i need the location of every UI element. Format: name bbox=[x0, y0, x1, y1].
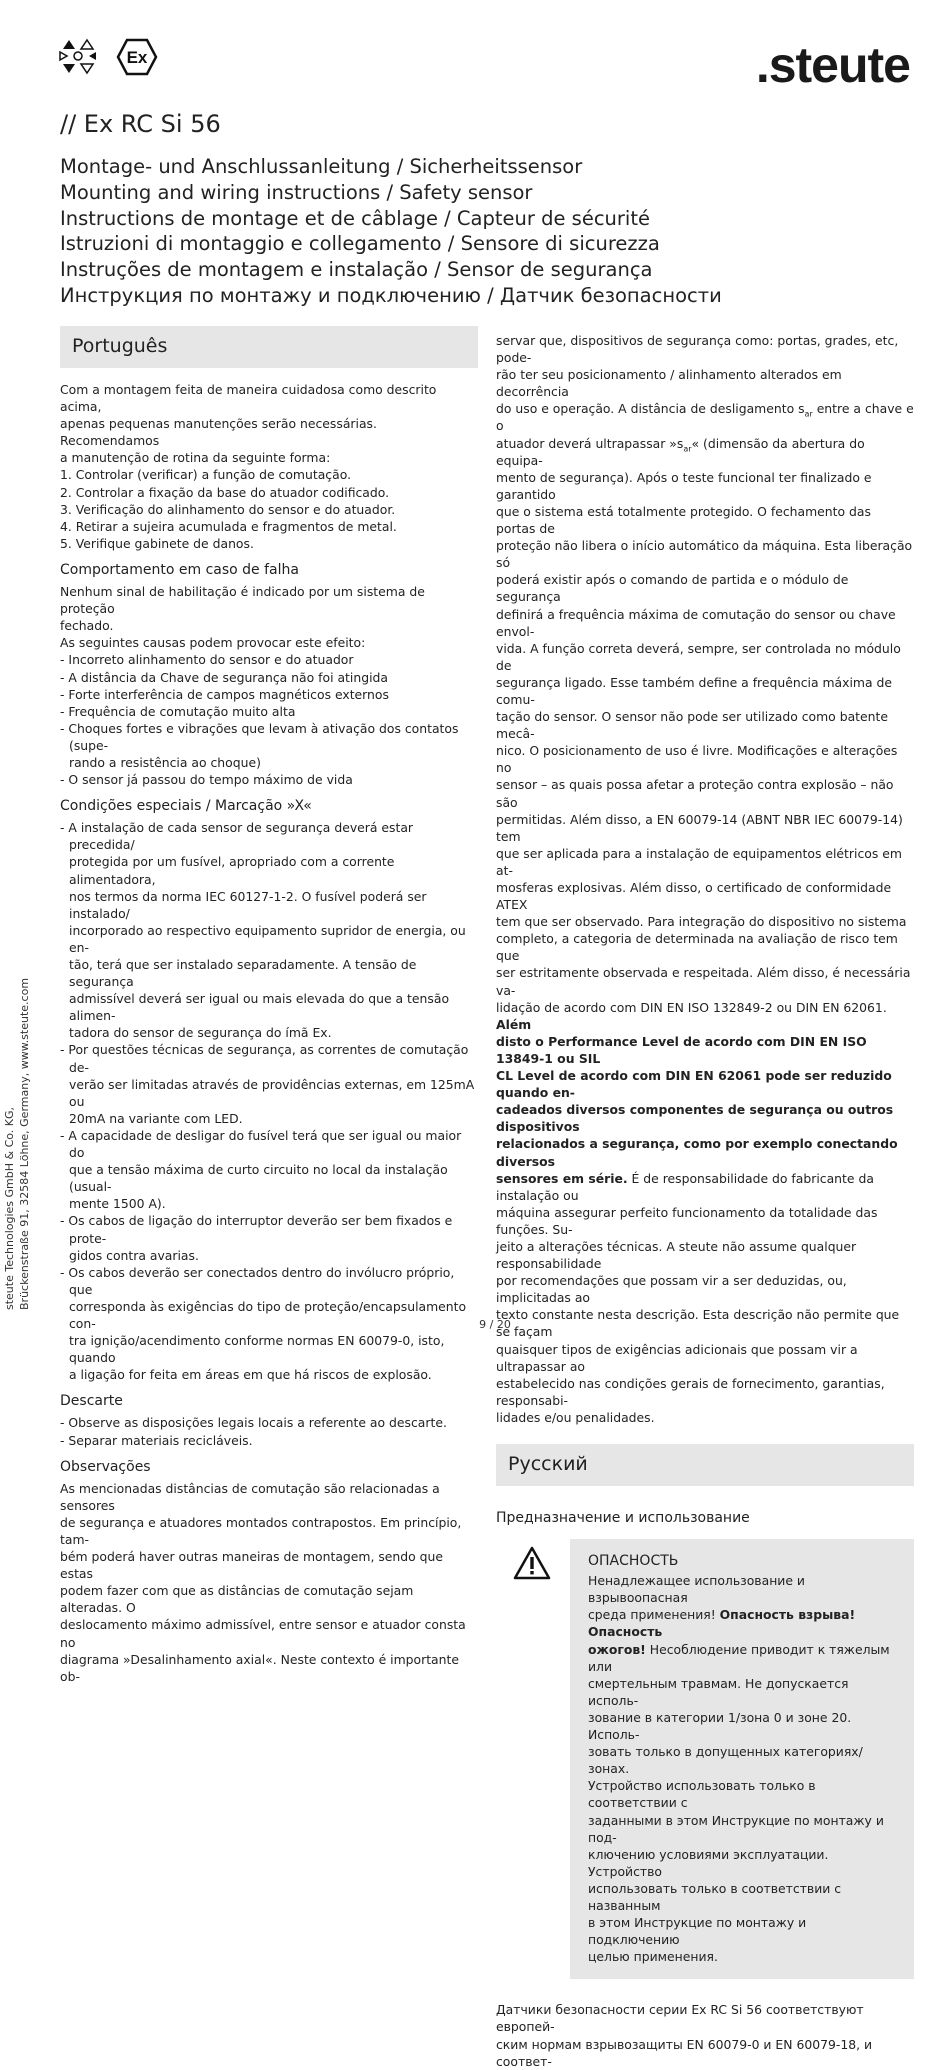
notes-text: As mencionadas distâncias de comutação são relacionadas a sensores bbox=[60, 1480, 440, 1513]
title-en: Mounting and wiring instructions / Safety sensor bbox=[60, 180, 533, 204]
notes-continued: tação do sensor. O sensor não pode ser utilizado como batente mecâ- bbox=[496, 709, 888, 742]
fault-item: - Incorreto alinhamento do sensor e do atuador bbox=[60, 652, 354, 668]
disposal-heading: Descarte bbox=[60, 1393, 123, 1410]
fault-text: As seguintes causas podem provocar este efeito: bbox=[60, 635, 366, 651]
fault-item: - Choques fortes e vibrações que levam à ativação dos contatos (supe- rando a resistência ao choque) bbox=[60, 720, 459, 770]
product-title: // Ex RC Si 56 bbox=[60, 110, 221, 138]
title-ru: Инструкция по монтажу и подключению / Датчик безопасности bbox=[60, 283, 722, 307]
svg-text:Ex: Ex bbox=[126, 48, 148, 67]
right-column bbox=[496, 332, 914, 2070]
maintenance-step: 1. Controlar (verificar) a função de comutação. bbox=[60, 467, 352, 483]
notes-text: bém poderá haver outras maneiras de montagem, sendo que estas bbox=[60, 1549, 444, 1582]
notes-text: diagrama »Desalinhamento axial«. Neste contexto é importante ob- bbox=[60, 1651, 459, 1684]
notes-heading: Observações bbox=[60, 1458, 151, 1475]
special-item: - A instalação de cada sensor de segurança deverá estar precedida/ protegida por um fusível, apropriado com a corrente alimentadora, nos termos da norma IEC 60127-1-2. O fusível poderá ser instalado/ incorporado ao respectivo equipamento supridor de energia, ou en- tão, terá que ser instalado separadamente. A tensão de segurança admissível deverá ser igual ou mais elevada do que a tensão alimen- tadora do sensor de segurança do ímã Ex. bbox=[60, 820, 466, 1041]
danger-text: использовать только в соответствии с названным bbox=[588, 1880, 842, 1913]
title-pt: Instruções de montagem e instalação / Sensor de segurança bbox=[60, 258, 653, 282]
title-it: Istruzioni di montaggio e collegamento / Sensore di sicurezza bbox=[60, 232, 660, 256]
fault-item: - Forte interferência de campos magnéticos externos bbox=[60, 686, 389, 702]
danger-text: Ненадлежащее использование и взрывоопасная bbox=[588, 1573, 805, 1606]
notes-continued: sensor – as quais possa afetar a proteção contra explosão – não são bbox=[496, 777, 894, 810]
notes-continued: completo, a categoria de determinada na avaliação de risco tem que bbox=[496, 931, 898, 964]
notes-continued: por recomendações que possam vir a ser deduzidas, ou, implicitadas ao bbox=[496, 1273, 847, 1306]
fault-item: - A distância da Chave de segurança não foi atingida bbox=[60, 669, 388, 685]
danger-notice bbox=[496, 1539, 914, 1979]
brand-logo: .steute bbox=[755, 37, 910, 93]
warning-triangle-icon bbox=[512, 1545, 552, 1581]
left-column bbox=[60, 326, 478, 1685]
company-name: steute Technologies GmbH & Co. KG, bbox=[3, 1106, 16, 1310]
disposal-item: - Separar materiais recicláveis. bbox=[60, 1432, 253, 1448]
maintenance-step: 4. Retirar a sujeira acumulada e fragmentos de metal. bbox=[60, 518, 397, 534]
danger-text: ожогов! Несоблюдение приводит к тяжелым или bbox=[588, 1641, 890, 1674]
company-address-sidebar bbox=[2, 978, 32, 1310]
danger-text: зовать только в допущенных категориях/зонах. bbox=[588, 1744, 863, 1777]
special-item: - Os cabos de ligação do interruptor deverão ser bem fixados e prote- gidos contra avarias. bbox=[60, 1213, 453, 1263]
fault-text: fechado. bbox=[60, 618, 114, 634]
notes-continued: que o sistema está totalmente protegido. O fechamento das portas de bbox=[496, 503, 871, 537]
danger-text: зование в категории 1/зона 0 и зоне 20. Исполь- bbox=[588, 1709, 852, 1743]
document-titles bbox=[60, 154, 722, 309]
notes-continued: nico. O posicionamento de uso é livre. Modificações e alterações no bbox=[496, 743, 898, 776]
notes-continued: segurança ligado. Esse também define a frequência máxima de comu- bbox=[496, 674, 893, 707]
notes-continued: vida. A função correta deverá, sempre, ser controlada no módulo de bbox=[496, 640, 901, 673]
notes-bold: CL Level de acordo com DIN EN 62061 pode ser reduzido quando en- bbox=[496, 1068, 892, 1101]
intro-text: Датчики безопасности серии Ex RC Si 56 соответствуют европей- bbox=[496, 2002, 864, 2035]
notes-continued: tem que ser observado. Para integração do dispositivo no sistema bbox=[496, 914, 907, 930]
purpose-heading: Предназначение и использование bbox=[496, 1510, 750, 1526]
notes-continued: permitidas. Além disso, a EN 60079-14 (ABNT NBR IEC 60079-14) tem bbox=[496, 811, 903, 844]
intro-text: ским нормам взрывозащиты EN 60079-0 и EN 60079-18, и соответ- bbox=[496, 2036, 873, 2069]
special-conditions-heading: Condições especiais / Marcação »X« bbox=[60, 798, 312, 815]
safety-symbols-icon bbox=[58, 38, 98, 76]
notes-continued: rão ter seu posicionamento / alinhamento alterados em decorrência bbox=[496, 367, 842, 400]
danger-text: в этом Инструкцие по монтажу и подключению bbox=[588, 1915, 807, 1948]
section-header-portugues: Português bbox=[60, 326, 478, 368]
notes-continued: mosferas explosivas. Além disso, o certificado de conformidade ATEX bbox=[496, 880, 892, 913]
notes-continued: poderá existir após o comando de partida e o módulo de segurança bbox=[496, 572, 849, 605]
special-item: - Por questões técnicas de segurança, as correntes de comutação de- verão ser limitadas através de providências externas, em 125mA ou 20mA na variante com LED. bbox=[60, 1042, 475, 1126]
notes-continued: lidades e/ou penalidades. bbox=[496, 1409, 655, 1425]
maintenance-text: apenas pequenas manutenções serão necessárias. Recomendamos bbox=[60, 416, 377, 449]
page-number: 9 / 20 bbox=[479, 1318, 511, 1331]
header-logos bbox=[58, 38, 158, 76]
section-header-russian: Русский bbox=[496, 1444, 914, 1486]
danger-text: целью применения. bbox=[588, 1949, 718, 1965]
notes-text: deslocamento máximo admissível, entre sensor e atuador consta no bbox=[60, 1617, 466, 1650]
notes-continued: estabelecido nas condições gerais de fornecimento, garantias, responsabi- bbox=[496, 1375, 885, 1408]
notes-continued: mento de segurança). Após o teste funcional ter finalizado e garantido bbox=[496, 469, 872, 502]
title-fr: Instructions de montage et de câblage / Capteur de sécurité bbox=[60, 206, 650, 230]
notes-continued: máquina assegurar perfeito funcionamento da totalidade das funções. Su- bbox=[496, 1204, 878, 1237]
fault-item: - O sensor já passou do tempo máximo de vida bbox=[60, 772, 353, 788]
ex-explosion-protection-icon bbox=[116, 38, 158, 76]
danger-text: заданными в этом Инструкцие по монтажу и под- bbox=[588, 1812, 884, 1845]
company-address: Brückenstraße 91, 32584 Löhne, Germany, www.steute.com bbox=[18, 977, 31, 1310]
danger-text: смертельным травмам. Не допускается исполь- bbox=[588, 1675, 849, 1708]
maintenance-step: 2. Controlar a fixação da base do atuador codificado. bbox=[60, 484, 390, 500]
title-de: Montage- und Anschlussanleitung / Sicherheitssensor bbox=[60, 155, 583, 178]
danger-text: Устройство использовать только в соответствии с bbox=[588, 1778, 816, 1811]
notes-text: podem fazer com que as distâncias de comutação sejam alteradas. O bbox=[60, 1583, 414, 1616]
maintenance-step: 3. Verificação do alinhamento do sensor e do atuador. bbox=[60, 501, 396, 517]
notes-continued: quaisquer tipos de exigências adicionais que possam vir a ultrapassar ao bbox=[496, 1341, 858, 1374]
danger-box bbox=[570, 1539, 914, 1979]
notes-continued: sensores em série. É de responsabilidade do fabricante da instalação ou bbox=[496, 1170, 874, 1203]
disposal-item: - Observe as disposições legais locais a referente ao descarte. bbox=[60, 1415, 447, 1431]
fault-text: Nenhum sinal de habilitação é indicado por um sistema de proteção bbox=[60, 584, 425, 617]
notes-bold: relacionados a segurança, como por exemplo conectando diversos bbox=[496, 1136, 898, 1169]
notes-continued: texto constante nesta descrição. Esta descrição não permite que se façam bbox=[496, 1307, 900, 1340]
maintenance-text: a manutenção de rotina da seguinte forma: bbox=[60, 450, 331, 466]
notes-continued: proteção não libera o início automático da máquina. Esta liberação só bbox=[496, 538, 913, 571]
fault-heading: Comportamento em caso de falha bbox=[60, 561, 299, 578]
notes-continued: servar que, dispositivos de segurança como: portas, grades, etc, pode- bbox=[496, 333, 899, 366]
notes-continued: ser estritamente observada e respeitada. Além disso, é necessária va- bbox=[496, 965, 911, 998]
notes-bold: disto o Performance Level de acordo com DIN EN ISO 13849-1 ou SIL bbox=[496, 1033, 867, 1066]
notes-continued: lidação de acordo com DIN EN ISO 132849-2 ou DIN EN 62061. Além bbox=[496, 999, 887, 1032]
fault-item: - Frequência de comutação muito alta bbox=[60, 703, 296, 719]
notes-continued: jeito a alterações técnicas. A steute não assume qualquer responsabilidade bbox=[496, 1238, 857, 1272]
maintenance-text: Com a montagem feita de maneira cuidadosa como descrito acima, bbox=[60, 382, 437, 415]
danger-text: среда применения! Опасность взрыва! Опасность bbox=[588, 1607, 856, 1640]
maintenance-step: 5. Verifique gabinete de danos. bbox=[60, 535, 254, 551]
notes-text: de segurança e atuadores montados contrapostos. Em princípio, tam- bbox=[60, 1514, 462, 1547]
notes-continued: que ser aplicada para a instalação de equipamentos elétricos em at- bbox=[496, 845, 902, 878]
special-item: - Os cabos deverão ser conectados dentro do invólucro próprio, que corresponda às exigências do tipo de proteção/encapsulamento con- tra ignição/acendimento conforme normas EN 60079-0, isto, quando a ligação for feita em áreas em que há riscos de explosão. bbox=[60, 1264, 467, 1383]
notes-bold: cadeados diversos componentes de segurança ou outros dispositivos bbox=[496, 1102, 894, 1135]
notes-continued: atuador deverá ultrapassar $»s_{ar}«$ (dimensão da abertura do equipa- bbox=[496, 435, 865, 468]
notes-continued: definirá a frequência máxima de comutação do sensor ou chave envol- bbox=[496, 606, 896, 639]
notes-continued: do uso e operação. A distância de desligamento $s_{ar}$ entre a chave e o bbox=[496, 401, 914, 434]
danger-title: ОПАСНОСТЬ bbox=[588, 1553, 679, 1570]
special-item: - A capacidade de desligar do fusível terá que ser igual ou maior do que a tensão máxima de curto circuito no local da instalação (usual- mente 1500 A). bbox=[60, 1127, 462, 1212]
danger-text: ключению условиями эксплуатации. Устройство bbox=[588, 1846, 829, 1879]
